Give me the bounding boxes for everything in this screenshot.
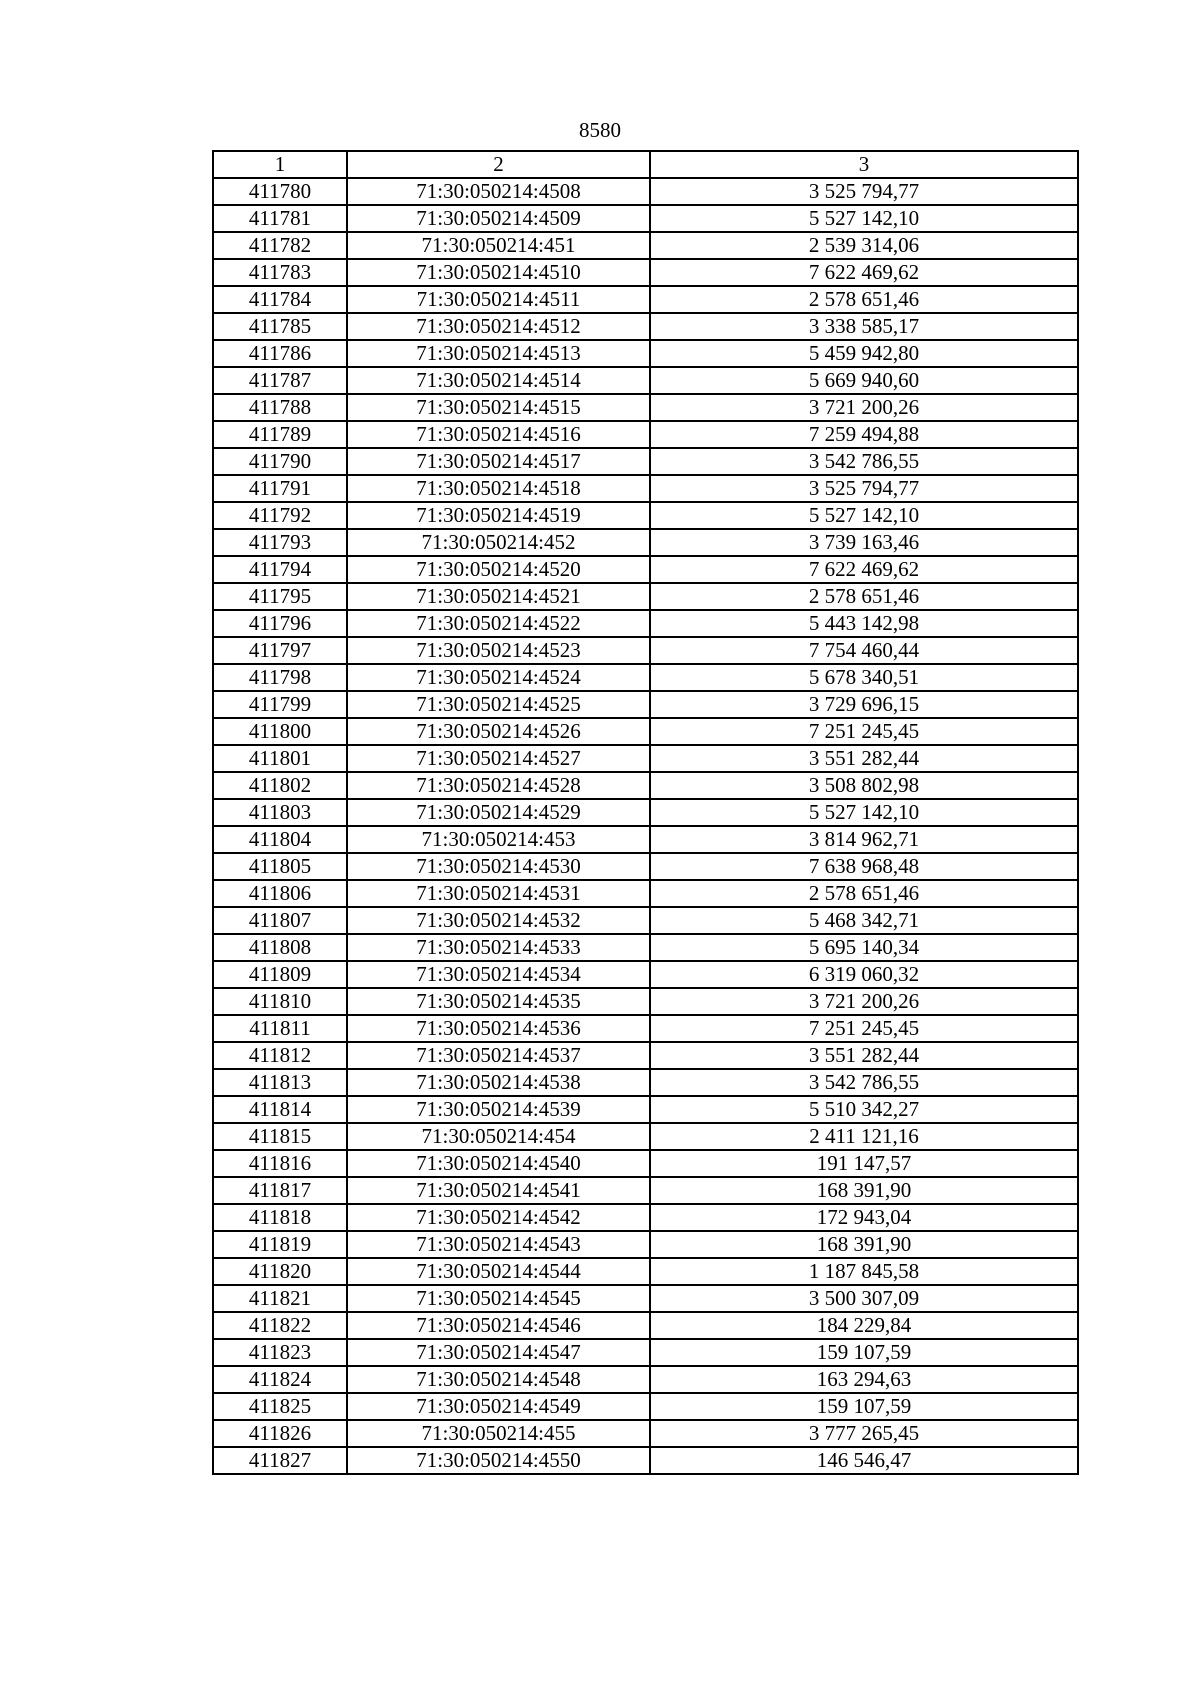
table-row	[213, 745, 1078, 772]
value-cell: 3 508 802,98	[650, 772, 1078, 799]
value-cell: 3 500 307,09	[650, 1285, 1078, 1312]
row-number-cell: 411798	[213, 664, 347, 691]
table-row	[213, 1420, 1078, 1447]
value-cell: 5 510 342,27	[650, 1096, 1078, 1123]
row-number-cell: 411790	[213, 448, 347, 475]
row-number-cell: 411813	[213, 1069, 347, 1096]
value-cell: 2 411 121,16	[650, 1123, 1078, 1150]
row-number-cell: 411800	[213, 718, 347, 745]
row-number-cell: 411797	[213, 637, 347, 664]
row-number-cell: 411816	[213, 1150, 347, 1177]
cadastral-number-cell: 71:30:050214:4528	[347, 772, 650, 799]
column-header-2: 2	[347, 151, 650, 178]
value-cell: 3 814 962,71	[650, 826, 1078, 853]
value-cell: 159 107,59	[650, 1339, 1078, 1366]
table-row	[213, 1393, 1078, 1420]
cadastral-number-cell: 71:30:050214:451	[347, 232, 650, 259]
cadastral-number-cell: 71:30:050214:4508	[347, 178, 650, 205]
table-row	[213, 637, 1078, 664]
cadastral-number-cell: 71:30:050214:4514	[347, 367, 650, 394]
table-row	[213, 961, 1078, 988]
value-cell: 3 551 282,44	[650, 1042, 1078, 1069]
cadastral-number-cell: 71:30:050214:4537	[347, 1042, 650, 1069]
value-cell: 1 187 845,58	[650, 1258, 1078, 1285]
row-number-cell: 411824	[213, 1366, 347, 1393]
row-number-cell: 411799	[213, 691, 347, 718]
table-row	[213, 475, 1078, 502]
page-number: 8580	[579, 118, 621, 142]
value-cell: 5 695 140,34	[650, 934, 1078, 961]
table-row	[213, 1015, 1078, 1042]
value-cell: 5 669 940,60	[650, 367, 1078, 394]
row-number-cell: 411822	[213, 1312, 347, 1339]
value-cell: 5 468 342,71	[650, 907, 1078, 934]
cadastral-number-cell: 71:30:050214:4543	[347, 1231, 650, 1258]
value-cell: 168 391,90	[650, 1177, 1078, 1204]
value-cell: 7 638 968,48	[650, 853, 1078, 880]
row-number-cell: 411806	[213, 880, 347, 907]
row-number-cell: 411783	[213, 259, 347, 286]
row-number-cell: 411796	[213, 610, 347, 637]
cadastral-number-cell: 71:30:050214:453	[347, 826, 650, 853]
row-number-cell: 411812	[213, 1042, 347, 1069]
table-row	[213, 1123, 1078, 1150]
value-cell: 3 542 786,55	[650, 1069, 1078, 1096]
value-cell: 3 721 200,26	[650, 394, 1078, 421]
cadastral-number-cell: 71:30:050214:4549	[347, 1393, 650, 1420]
cadastral-number-cell: 71:30:050214:4531	[347, 880, 650, 907]
cadastral-number-cell: 71:30:050214:4536	[347, 1015, 650, 1042]
cadastral-number-cell: 71:30:050214:4547	[347, 1339, 650, 1366]
cadastral-number-cell: 71:30:050214:452	[347, 529, 650, 556]
table-row	[213, 934, 1078, 961]
table-row	[213, 1285, 1078, 1312]
cadastral-number-cell: 71:30:050214:4540	[347, 1150, 650, 1177]
row-number-cell: 411826	[213, 1420, 347, 1447]
cadastral-number-cell: 71:30:050214:4530	[347, 853, 650, 880]
table-row	[213, 988, 1078, 1015]
table-row	[213, 880, 1078, 907]
row-number-cell: 411781	[213, 205, 347, 232]
cadastral-number-cell: 71:30:050214:4550	[347, 1447, 650, 1474]
value-cell: 7 622 469,62	[650, 259, 1078, 286]
table-row	[213, 1069, 1078, 1096]
table-row	[213, 178, 1078, 205]
table-row	[213, 1312, 1078, 1339]
table-row	[213, 1096, 1078, 1123]
row-number-cell: 411786	[213, 340, 347, 367]
value-cell: 5 443 142,98	[650, 610, 1078, 637]
cadastral-number-cell: 71:30:050214:4524	[347, 664, 650, 691]
cadastral-number-cell: 71:30:050214:4509	[347, 205, 650, 232]
value-cell: 191 147,57	[650, 1150, 1078, 1177]
table-row	[213, 502, 1078, 529]
table-row	[213, 718, 1078, 745]
table-row	[213, 1150, 1078, 1177]
value-cell: 3 729 696,15	[650, 691, 1078, 718]
table-row	[213, 556, 1078, 583]
value-cell: 7 251 245,45	[650, 718, 1078, 745]
table-row	[213, 313, 1078, 340]
row-number-cell: 411808	[213, 934, 347, 961]
table-row	[213, 286, 1078, 313]
cadastral-number-cell: 71:30:050214:4516	[347, 421, 650, 448]
cadastral-number-cell: 71:30:050214:4529	[347, 799, 650, 826]
cadastral-number-cell: 71:30:050214:4520	[347, 556, 650, 583]
value-cell: 159 107,59	[650, 1393, 1078, 1420]
table-row	[213, 448, 1078, 475]
table-row	[213, 259, 1078, 286]
row-number-cell: 411819	[213, 1231, 347, 1258]
table-row	[213, 772, 1078, 799]
cadastral-number-cell: 71:30:050214:4511	[347, 286, 650, 313]
table-row	[213, 1231, 1078, 1258]
value-cell: 172 943,04	[650, 1204, 1078, 1231]
value-cell: 3 542 786,55	[650, 448, 1078, 475]
row-number-cell: 411791	[213, 475, 347, 502]
cadastral-number-cell: 71:30:050214:4533	[347, 934, 650, 961]
table-row	[213, 1204, 1078, 1231]
value-cell: 2 578 651,46	[650, 880, 1078, 907]
cadastral-number-cell: 71:30:050214:4510	[347, 259, 650, 286]
table-row	[213, 853, 1078, 880]
row-number-cell: 411818	[213, 1204, 347, 1231]
table-row	[213, 205, 1078, 232]
cadastral-number-cell: 71:30:050214:4538	[347, 1069, 650, 1096]
table-row	[213, 691, 1078, 718]
row-number-cell: 411815	[213, 1123, 347, 1150]
table-row	[213, 1447, 1078, 1474]
cadastral-number-cell: 71:30:050214:454	[347, 1123, 650, 1150]
value-cell: 2 578 651,46	[650, 286, 1078, 313]
cadastral-number-cell: 71:30:050214:4517	[347, 448, 650, 475]
row-number-cell: 411787	[213, 367, 347, 394]
row-number-cell: 411810	[213, 988, 347, 1015]
value-cell: 168 391,90	[650, 1231, 1078, 1258]
table-row	[213, 367, 1078, 394]
table-row	[213, 907, 1078, 934]
row-number-cell: 411789	[213, 421, 347, 448]
table-row	[213, 1042, 1078, 1069]
value-cell: 7 622 469,62	[650, 556, 1078, 583]
value-cell: 5 527 142,10	[650, 205, 1078, 232]
value-cell: 7 259 494,88	[650, 421, 1078, 448]
data-table	[212, 150, 1079, 1475]
value-cell: 5 678 340,51	[650, 664, 1078, 691]
cadastral-number-cell: 71:30:050214:4512	[347, 313, 650, 340]
cadastral-number-cell: 71:30:050214:4545	[347, 1285, 650, 1312]
cadastral-number-cell: 71:30:050214:4519	[347, 502, 650, 529]
table-row	[213, 1339, 1078, 1366]
row-number-cell: 411807	[213, 907, 347, 934]
column-header-1: 1	[213, 151, 347, 178]
table-row	[213, 1177, 1078, 1204]
cadastral-number-cell: 71:30:050214:4523	[347, 637, 650, 664]
cadastral-number-cell: 71:30:050214:4539	[347, 1096, 650, 1123]
value-cell: 146 546,47	[650, 1447, 1078, 1474]
row-number-cell: 411814	[213, 1096, 347, 1123]
value-cell: 3 739 163,46	[650, 529, 1078, 556]
row-number-cell: 411804	[213, 826, 347, 853]
value-cell: 184 229,84	[650, 1312, 1078, 1339]
row-number-cell: 411820	[213, 1258, 347, 1285]
table-body	[213, 178, 1078, 1474]
value-cell: 6 319 060,32	[650, 961, 1078, 988]
cadastral-number-cell: 71:30:050214:4548	[347, 1366, 650, 1393]
row-number-cell: 411792	[213, 502, 347, 529]
row-number-cell: 411805	[213, 853, 347, 880]
value-cell: 3 338 585,17	[650, 313, 1078, 340]
row-number-cell: 411782	[213, 232, 347, 259]
row-number-cell: 411795	[213, 583, 347, 610]
value-cell: 5 459 942,80	[650, 340, 1078, 367]
table-row	[213, 232, 1078, 259]
table-row	[213, 1366, 1078, 1393]
cadastral-number-cell: 71:30:050214:4532	[347, 907, 650, 934]
cadastral-number-cell: 71:30:050214:4527	[347, 745, 650, 772]
value-cell: 3 777 265,45	[650, 1420, 1078, 1447]
value-cell: 7 754 460,44	[650, 637, 1078, 664]
cadastral-number-cell: 71:30:050214:4525	[347, 691, 650, 718]
table-row	[213, 826, 1078, 853]
row-number-cell: 411803	[213, 799, 347, 826]
row-number-cell: 411780	[213, 178, 347, 205]
cadastral-number-cell: 71:30:050214:4526	[347, 718, 650, 745]
row-number-cell: 411784	[213, 286, 347, 313]
table-row	[213, 1258, 1078, 1285]
table-row	[213, 529, 1078, 556]
row-number-cell: 411821	[213, 1285, 347, 1312]
cadastral-number-cell: 71:30:050214:4513	[347, 340, 650, 367]
cadastral-number-cell: 71:30:050214:4518	[347, 475, 650, 502]
cadastral-number-cell: 71:30:050214:4535	[347, 988, 650, 1015]
row-number-cell: 411827	[213, 1447, 347, 1474]
cadastral-number-cell: 71:30:050214:4522	[347, 610, 650, 637]
value-cell: 2 539 314,06	[650, 232, 1078, 259]
row-number-cell: 411817	[213, 1177, 347, 1204]
row-number-cell: 411793	[213, 529, 347, 556]
table-header-row	[213, 151, 1078, 178]
value-cell: 5 527 142,10	[650, 502, 1078, 529]
row-number-cell: 411811	[213, 1015, 347, 1042]
table-row	[213, 421, 1078, 448]
value-cell: 2 578 651,46	[650, 583, 1078, 610]
value-cell: 3 525 794,77	[650, 475, 1078, 502]
row-number-cell: 411785	[213, 313, 347, 340]
table-row	[213, 340, 1078, 367]
row-number-cell: 411801	[213, 745, 347, 772]
column-header-3: 3	[650, 151, 1078, 178]
row-number-cell: 411788	[213, 394, 347, 421]
row-number-cell: 411794	[213, 556, 347, 583]
row-number-cell: 411825	[213, 1393, 347, 1420]
value-cell: 3 721 200,26	[650, 988, 1078, 1015]
row-number-cell: 411802	[213, 772, 347, 799]
value-cell: 163 294,63	[650, 1366, 1078, 1393]
cadastral-number-cell: 71:30:050214:4521	[347, 583, 650, 610]
cadastral-number-cell: 71:30:050214:455	[347, 1420, 650, 1447]
cadastral-number-cell: 71:30:050214:4544	[347, 1258, 650, 1285]
table-row	[213, 610, 1078, 637]
cadastral-number-cell: 71:30:050214:4534	[347, 961, 650, 988]
value-cell: 5 527 142,10	[650, 799, 1078, 826]
table-row	[213, 583, 1078, 610]
table-row	[213, 799, 1078, 826]
table-row	[213, 394, 1078, 421]
cadastral-number-cell: 71:30:050214:4515	[347, 394, 650, 421]
table-row	[213, 664, 1078, 691]
value-cell: 3 551 282,44	[650, 745, 1078, 772]
row-number-cell: 411823	[213, 1339, 347, 1366]
cadastral-number-cell: 71:30:050214:4542	[347, 1204, 650, 1231]
row-number-cell: 411809	[213, 961, 347, 988]
value-cell: 7 251 245,45	[650, 1015, 1078, 1042]
value-cell: 3 525 794,77	[650, 178, 1078, 205]
cadastral-number-cell: 71:30:050214:4541	[347, 1177, 650, 1204]
cadastral-number-cell: 71:30:050214:4546	[347, 1312, 650, 1339]
